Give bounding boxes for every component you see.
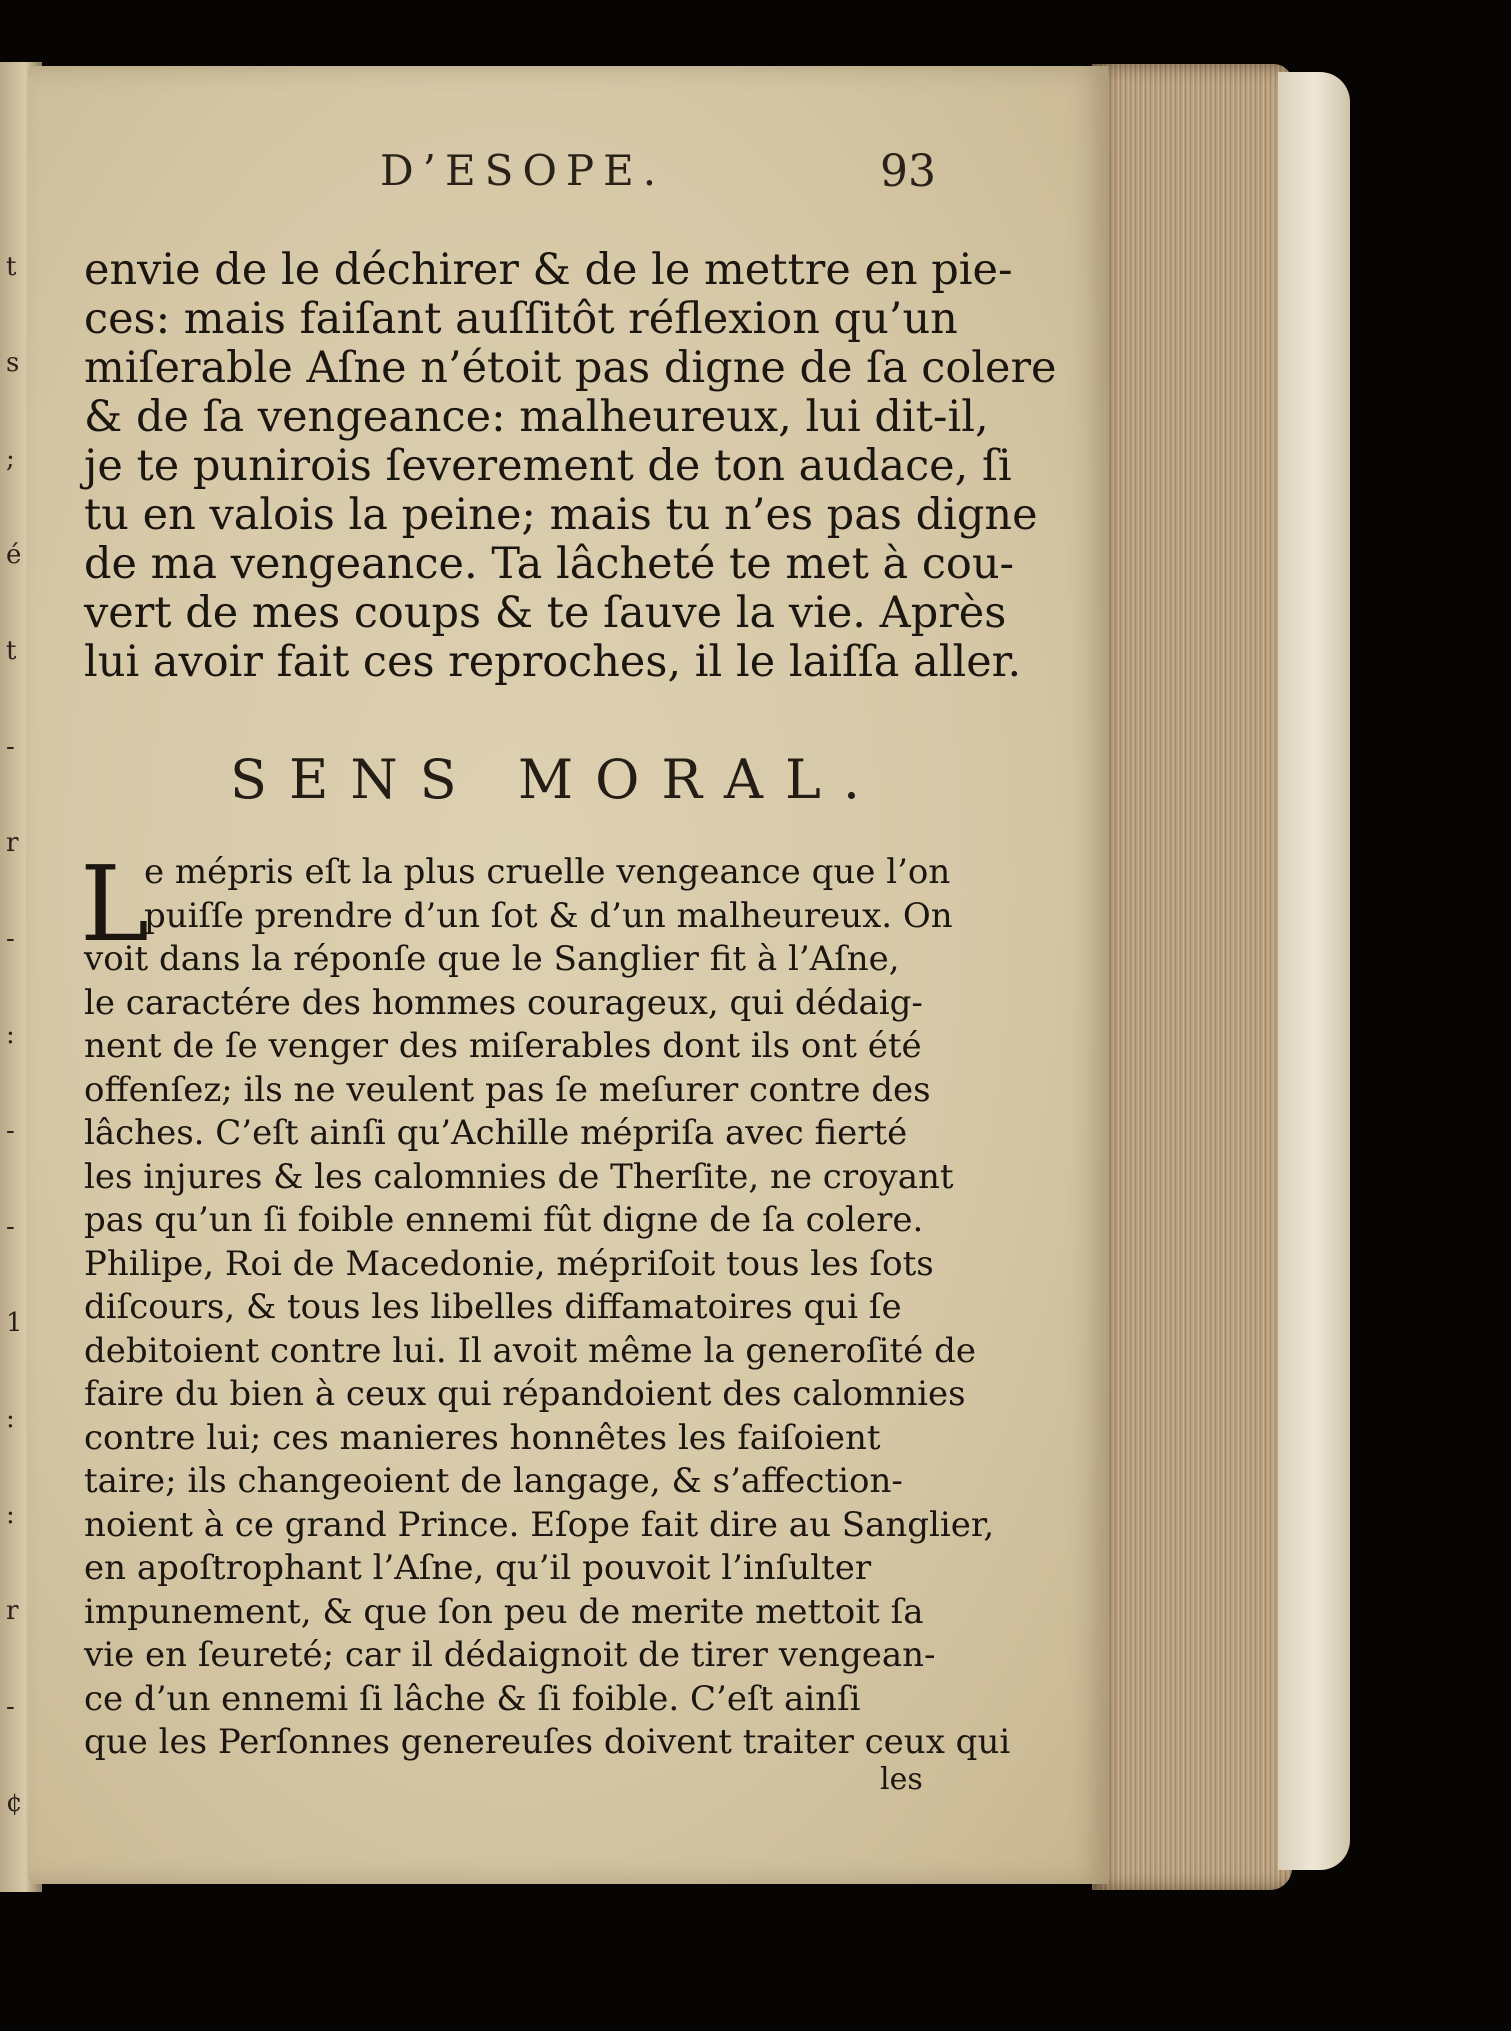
previous-page-glyph: : xyxy=(6,1404,15,1434)
previous-page-glyph: é xyxy=(6,540,22,570)
moral-heading: SENS MORAL. xyxy=(230,748,883,811)
previous-page-glyph: - xyxy=(6,924,15,954)
previous-page-glyph: - xyxy=(6,1116,15,1146)
previous-page-glyph: 1 xyxy=(6,1308,23,1338)
moral-line: en apoſtrophant l’Aſne, qu’il pouvoit l’inſulter xyxy=(84,1548,872,1588)
moral-line: vie en ſeureté; car il dédaignoit de tirer vengean- xyxy=(84,1635,936,1675)
previous-page-glyph: : xyxy=(6,1500,15,1530)
moral-line: diſcours, & tous les libelles diffamatoires qui ſe xyxy=(84,1287,902,1327)
moral-line: e mépris eſt la plus cruelle vengeance que l’on xyxy=(144,852,951,892)
page-edges xyxy=(1092,64,1292,1890)
moral-line: le caractére des hommes courageux, qui dédaig- xyxy=(84,982,923,1023)
previous-page-glyph: - xyxy=(6,732,15,762)
fable-line: je te punirois ſeverement de ton audace, ſi xyxy=(84,441,1012,491)
previous-page-glyph: - xyxy=(6,1692,15,1722)
catchword: les xyxy=(880,1762,923,1797)
fable-line: vert de mes coups & te ſauve la vie. Après xyxy=(84,588,1007,638)
vellum-cover-edge xyxy=(1278,72,1350,1870)
moral-line: que les Perſonnes genereuſes doivent traiter ceux qui xyxy=(84,1722,1011,1762)
fable-line: lui avoir fait ces reproches, il le laiſſa aller. xyxy=(84,637,1022,687)
drop-cap: L xyxy=(80,843,150,965)
moral-line: taire; ils changeoient de langage, & s’affection- xyxy=(84,1461,903,1501)
previous-page-glyph: t xyxy=(6,636,17,666)
page-number: 93 xyxy=(880,146,936,197)
previous-page-glyph: r xyxy=(6,1596,19,1626)
moral-line: impunement, & que ſon peu de merite mettoit ſa xyxy=(84,1591,924,1632)
previous-page-glyph: ¢ xyxy=(6,1788,23,1818)
previous-page-glyph: t xyxy=(6,252,17,282)
moral-line: debitoient contre lui. Il avoit même la generoſité de xyxy=(84,1330,976,1371)
fable-line: de ma vengeance. Ta lâcheté te met à cou- xyxy=(84,539,1015,589)
running-head: D’ESOPE. xyxy=(380,146,666,195)
fable-line: tu en valois la peine; mais tu n’es pas digne xyxy=(84,490,1038,540)
previous-page-glyph: r xyxy=(6,828,19,858)
moral-line: lâches. C’eſt ainſi qu’Achille mépriſa avec fierté xyxy=(84,1113,908,1153)
fable-line: ces: mais faiſant auſſitôt réflexion qu’un xyxy=(84,294,958,344)
previous-page-glyph: ; xyxy=(6,444,15,474)
moral-line: Philipe, Roi de Macedonie, mépriſoit tous les ſots xyxy=(84,1243,934,1284)
moral-line: contre lui; ces manieres honnêtes les faiſoient xyxy=(84,1417,881,1458)
previous-page-glyph: : xyxy=(6,1020,15,1050)
moral-line: faire du bien à ceux qui répandoient des calomnies xyxy=(84,1374,966,1414)
moral-line: nent de ſe venger des miſerables dont ils ont été xyxy=(84,1026,922,1066)
moral-line: les injures & les calomnies de Therſite, ne croyant xyxy=(84,1156,954,1197)
moral-line: puiſſe prendre d’un ſot & d’un malheureux. On xyxy=(144,895,953,936)
previous-page-glyph: - xyxy=(6,1212,15,1242)
moral-line: noient à ce grand Prince. Eſope fait dire au Sanglier, xyxy=(84,1504,995,1545)
moral-line: ce d’un ennemi ſi lâche & ſi foible. C’eſt ainſi xyxy=(84,1678,861,1719)
fable-line: envie de le déchirer & de le mettre en pie- xyxy=(84,245,1013,295)
previous-page-glyph: s xyxy=(6,348,20,378)
fable-line: miſerable Aſne n’étoit pas digne de ſa colere xyxy=(84,343,1057,393)
moral-line: voit dans la réponſe que le Sanglier fit à l’Aſne, xyxy=(84,939,900,979)
fable-line: & de ſa vengeance: malheureux, lui dit-il, xyxy=(84,392,989,442)
moral-line: pas qu’un ſi foible ennemi fût digne de ſa colere. xyxy=(84,1200,924,1240)
moral-line: offenſez; ils ne veulent pas ſe meſurer contre des xyxy=(84,1069,931,1110)
